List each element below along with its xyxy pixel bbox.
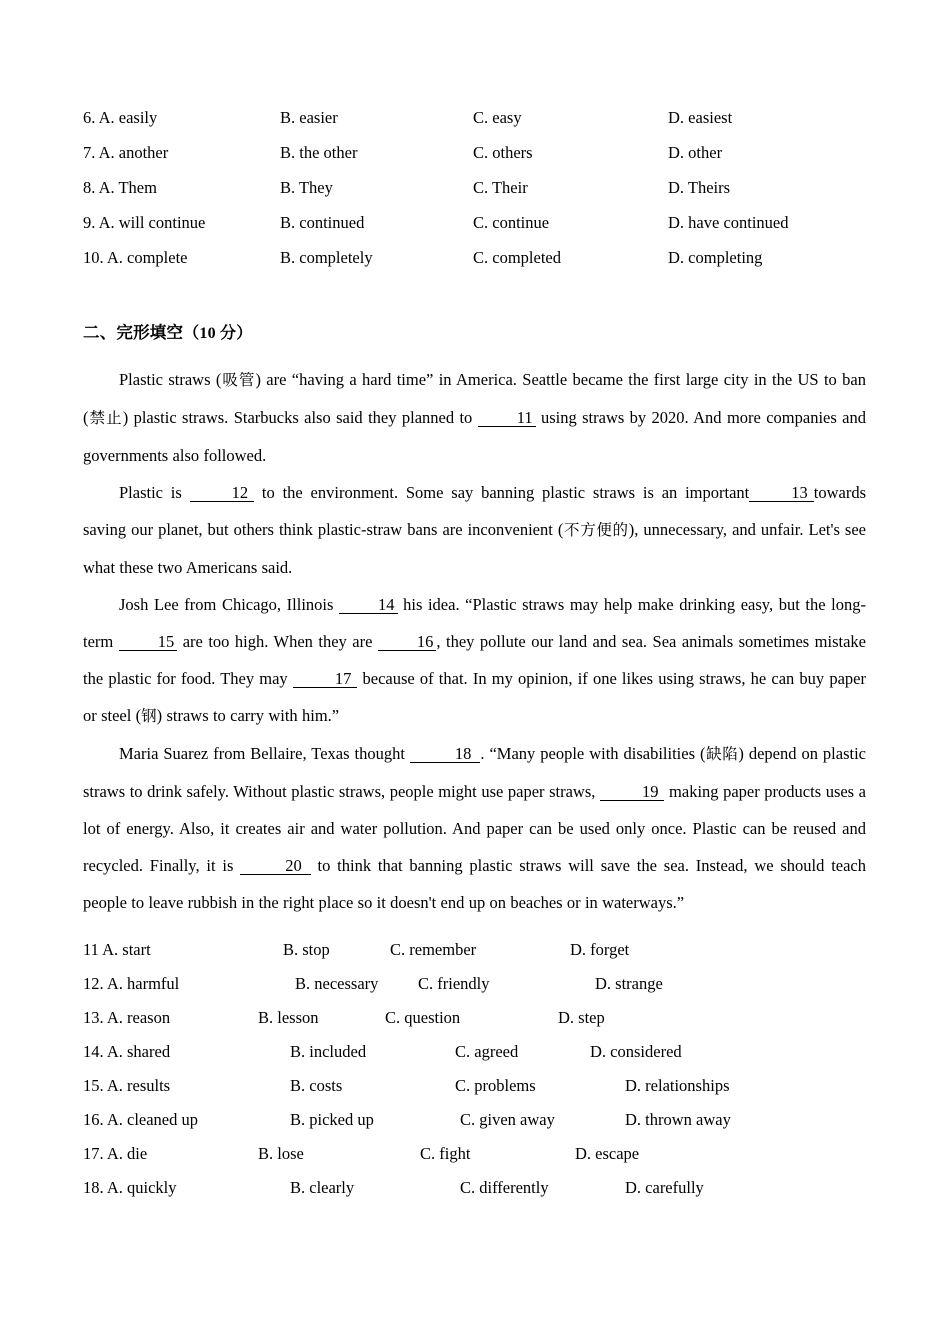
p4-text-2: . “Many people with disabilities ( <box>480 744 706 763</box>
reading-passage <box>83 361 873 921</box>
option-9-b: B. continued <box>280 213 365 232</box>
option-17-c: C. fight <box>420 1144 471 1163</box>
option-10-b: B. completely <box>280 248 373 267</box>
p3-text-3: are too high. When they are <box>177 632 378 651</box>
p4-text-4: making paper products uses a lot of energy. Also, it creates air and water pollution. And paper can be used only once. Plastic can be reused and recycled. Finally, it is <box>83 782 866 875</box>
option-row-6 <box>83 100 873 135</box>
p3-text-5: because of that. In my opinion, if one likes using straws, he can buy paper or steel ( <box>83 669 866 725</box>
option-15-d: D. relationships <box>625 1076 730 1095</box>
page-content <box>83 100 873 1205</box>
option-18-c: C. differently <box>460 1178 549 1197</box>
option-17-a: 17. A. die <box>83 1144 148 1163</box>
option-6-d: D. easiest <box>668 108 733 127</box>
option-12-d: D. strange <box>595 974 663 993</box>
option-18-a: 18. A. quickly <box>83 1178 177 1197</box>
option-10-c: C. completed <box>473 248 561 267</box>
option-row-12 <box>83 967 873 1001</box>
option-15-b: B. costs <box>290 1076 343 1095</box>
p2-text-4: ), unnecessary, and unfair. Let's see what these two Americans said. <box>83 520 866 577</box>
option-row-18 <box>83 1171 873 1205</box>
p3-text-4: , they pollute our land and sea. Sea animals sometimes mistake the plastic for food. They may <box>83 632 867 688</box>
section-heading-title: 二、完形填空 <box>83 323 184 342</box>
option-8-a: 8. A. Them <box>83 178 157 197</box>
blank-15[interactable]: 15 <box>119 633 178 651</box>
blank-19[interactable]: 19 <box>600 783 665 801</box>
p4-text-5: to think that banning plastic straws will save the sea. Instead, we should teach people to leave rubbish in the right place so it doesn't end up on beaches or in waterways.” <box>83 856 867 912</box>
option-14-c: C. agreed <box>455 1042 519 1061</box>
section-heading <box>83 319 873 343</box>
option-6-c: C. easy <box>473 108 522 127</box>
p3-text-2: his idea. “Plastic straws may help make drinking easy, but the long-term <box>83 595 866 651</box>
blank-12[interactable]: 12 <box>190 484 255 502</box>
p1-text-1: Plastic straws ( <box>119 370 222 389</box>
blank-20[interactable]: 20 <box>240 857 311 875</box>
blank-13[interactable]: 13 <box>749 484 814 502</box>
p1-text-4: using straws by 2020. And more companies and governments also followed. <box>83 408 866 465</box>
option-14-a: 14. A. shared <box>83 1042 171 1061</box>
option-12-a: 12. A. harmful <box>83 974 180 993</box>
option-11-b: B. stop <box>283 940 330 959</box>
p4-text-3: ) depend on plastic straws to drink safely. Without plastic straws, people might use paper straws, <box>83 744 866 801</box>
option-row-7 <box>83 135 873 170</box>
p1-gloss-1: 吸管 <box>221 371 256 389</box>
option-13-c: C. question <box>385 1008 461 1027</box>
blank-11[interactable]: 11 <box>478 409 536 427</box>
p4-gloss-1: 缺陷 <box>705 745 739 763</box>
option-17-b: B. lose <box>258 1144 304 1163</box>
option-14-b: B. included <box>290 1042 367 1061</box>
option-10-d: D. completing <box>668 248 763 267</box>
p2-text-3: towards saving our planet, but others think plastic-straw bans are inconvenient ( <box>83 483 866 539</box>
p1-text-2: ) are “having a hard time” in America. Seattle became the first large city in the US to ban ( <box>83 370 866 427</box>
option-row-9 <box>83 205 873 240</box>
option-row-17 <box>83 1137 873 1171</box>
blank-18[interactable]: 18 <box>410 745 481 763</box>
p3-text-6: ) straws to carry with him.” <box>156 706 340 725</box>
option-8-d: D. Theirs <box>668 178 731 197</box>
option-18-b: B. clearly <box>290 1178 355 1197</box>
option-15-a: 15. A. results <box>83 1076 171 1095</box>
blank-17[interactable]: 17 <box>293 670 358 688</box>
blank-16[interactable]: 16 <box>378 633 437 651</box>
p2-gloss-1: 不方便的 <box>563 521 629 539</box>
option-16-d: D. thrown away <box>625 1110 731 1129</box>
option-11-d: D. forget <box>570 940 630 959</box>
option-7-b: B. the other <box>280 143 358 162</box>
option-9-c: C. continue <box>473 213 550 232</box>
option-16-b: B. picked up <box>290 1110 374 1129</box>
option-11-c: C. remember <box>390 940 477 959</box>
option-14-d: D. considered <box>590 1042 682 1061</box>
option-13-a: 13. A. reason <box>83 1008 171 1027</box>
options-list-bottom <box>83 933 873 1205</box>
option-9-a: 9. A. will continue <box>83 213 206 232</box>
option-10-a: 10. A. complete <box>83 248 188 267</box>
option-18-d: D. carefully <box>625 1178 704 1197</box>
option-row-14 <box>83 1035 873 1069</box>
passage-paragraph-1 <box>83 361 866 474</box>
option-6-a: 6. A. easily <box>83 108 158 127</box>
p3-gloss-1: 钢 <box>141 707 157 725</box>
p3-text-1: Josh Lee from Chicago, Illinois <box>119 595 340 614</box>
option-7-a: 7. A. another <box>83 143 169 162</box>
option-8-c: C. Their <box>473 178 528 197</box>
option-row-16 <box>83 1103 873 1137</box>
option-7-c: C. others <box>473 143 533 162</box>
option-7-d: D. other <box>668 143 723 162</box>
option-row-8 <box>83 170 873 205</box>
option-row-11 <box>83 933 873 967</box>
options-list-top <box>83 100 873 275</box>
option-12-b: B. necessary <box>295 974 379 993</box>
p1-gloss-2: 禁止 <box>88 409 123 427</box>
option-15-c: C. problems <box>455 1076 536 1095</box>
blank-14[interactable]: 14 <box>339 596 398 614</box>
option-8-b: B. They <box>280 178 333 197</box>
option-row-15 <box>83 1069 873 1103</box>
option-row-13 <box>83 1001 873 1035</box>
option-17-d: D. escape <box>575 1144 640 1163</box>
option-13-d: D. step <box>558 1008 605 1027</box>
p1-text-3: ) plastic straws. Starbucks also said they planned to <box>122 408 478 427</box>
option-16-a: 16. A. cleaned up <box>83 1110 199 1129</box>
option-9-d: D. have continued <box>668 213 789 232</box>
passage-paragraph-3 <box>83 586 866 735</box>
option-11-a: 11 A. start <box>83 940 151 959</box>
p2-text-1: Plastic is <box>119 483 190 502</box>
passage-paragraph-2 <box>83 474 866 586</box>
option-6-b: B. easier <box>280 108 338 127</box>
option-16-c: C. given away <box>460 1110 555 1129</box>
p4-text-1: Maria Suarez from Bellaire, Texas thought <box>119 744 410 763</box>
passage-paragraph-4 <box>83 735 866 921</box>
option-row-10 <box>83 240 873 275</box>
p2-text-2: to the environment. Some say banning plastic straws is an important <box>254 483 750 502</box>
option-12-c: C. friendly <box>418 974 490 993</box>
option-13-b: B. lesson <box>258 1008 319 1027</box>
section-heading-score: （10 分） <box>183 325 253 342</box>
